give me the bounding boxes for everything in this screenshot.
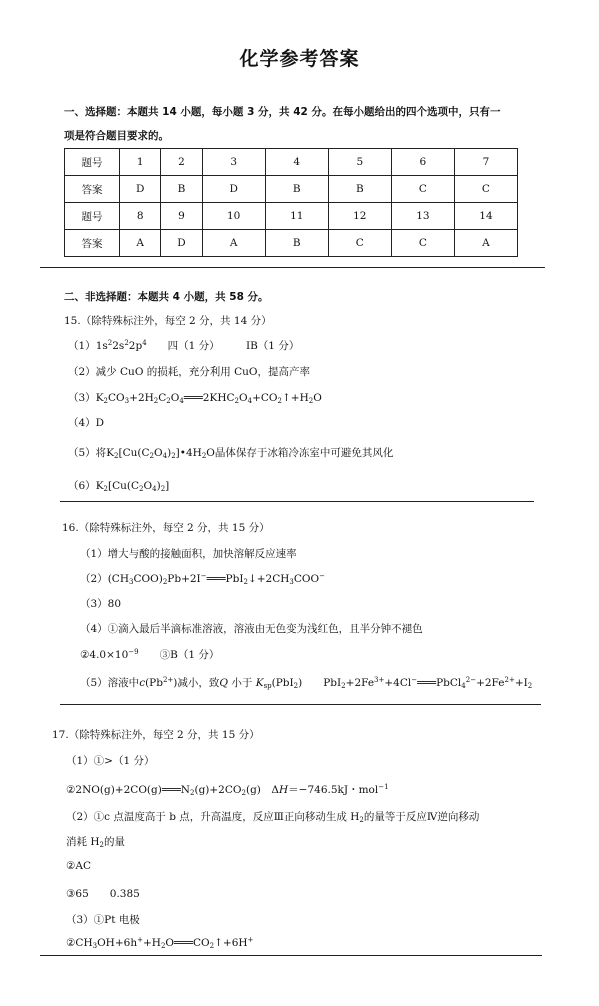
q17-line8: $②CH_3OH+6h^++H_2O═══CO_2↑+6H^+$ <box>66 936 254 950</box>
q17-line3: （2）①c 点温度高于 b 点，升高温度，反应Ⅲ正向移动生成 $H_2$的量等于反应Ⅳ逆向移动 <box>66 811 480 824</box>
divider-2 <box>60 501 534 502</box>
table-row-header: 答案 <box>65 230 120 257</box>
table-row <box>65 203 518 230</box>
table-cell: 14 <box>454 203 517 230</box>
table-cell: C <box>391 176 454 203</box>
table-cell: D <box>161 230 202 257</box>
q17-line6: ③65 0.385 <box>66 888 140 900</box>
table-row-header: 答案 <box>65 176 120 203</box>
q17-line2: $②2NO(g)+2CO(g)═══N_2(g)+2CO_2(g)$ ΔH＝−746.5kJ・mol$^{-1}$ <box>66 783 389 797</box>
table-cell: B <box>328 176 391 203</box>
table-cell: B <box>265 176 328 203</box>
q15-line3: $(3)K_2CO_3+2H_2C_2O_4═══2KHC_2O_4+CO_2↑+H_2O$ <box>68 392 322 405</box>
section1-heading-line2: 项是符合题目要求的。 <box>64 130 169 142</box>
table-cell: 3 <box>202 149 265 176</box>
table-row <box>65 149 518 176</box>
q15-line1: $(1)1s^22s^22p^4$ 四（1 分） ⅠB（1 分） <box>68 339 300 352</box>
q15-line4: （4）D <box>68 417 105 429</box>
table-row <box>65 230 518 257</box>
table-cell: 11 <box>265 203 328 230</box>
table-cell: A <box>120 230 161 257</box>
q15-line2: （2）减少 CuO 的损耗，充分利用 CuO，提高产率 <box>68 366 311 378</box>
divider-3 <box>60 704 541 705</box>
table-cell: 9 <box>161 203 202 230</box>
q15-line6: $(6)K_2[Cu(C_2O_4)_2]$ <box>68 480 170 493</box>
answer-table <box>64 148 518 257</box>
section2-heading: 二、非选择题：本题共 4 小题，共 58 分。 <box>64 291 269 303</box>
table-row-header: 题号 <box>65 203 120 230</box>
table-cell: D <box>202 176 265 203</box>
table-cell: 4 <box>265 149 328 176</box>
table-cell: 6 <box>391 149 454 176</box>
q17-line5: ②AC <box>66 860 92 872</box>
table-cell: 1 <box>120 149 161 176</box>
table-row <box>65 176 518 203</box>
table-row-header: 题号 <box>65 149 120 176</box>
table-cell: B <box>265 230 328 257</box>
q16-line3: （3）80 <box>80 598 122 610</box>
table-cell: 12 <box>328 203 391 230</box>
table-cell: C <box>328 230 391 257</box>
section1-heading-line1: 一、选择题：本题共 14 小题，每小题 3 分，共 42 分。在每小题给出的四个选项中，只有一 <box>64 106 501 118</box>
table-cell: 7 <box>454 149 517 176</box>
q16-line4: （4）①滴入最后半滴标准溶液，溶液由无色变为浅红色，且半分钟不褪色 <box>80 623 423 635</box>
q16-line6: （5）溶液中$c(Pb^{2+})$减小，致Q 小于 $K_{sp}(PbI_2)$ $PbI_2+2Fe^{3+}+4Cl^-═══PbCl_4^{2-}+2Fe^{2+}+I_2$ <box>80 676 533 690</box>
table-cell: 5 <box>328 149 391 176</box>
divider-1 <box>40 267 545 268</box>
table-cell: 10 <box>202 203 265 230</box>
table-cell: 13 <box>391 203 454 230</box>
table-cell: 2 <box>161 149 202 176</box>
table-cell: D <box>120 176 161 203</box>
q17-line7: （3）①Pt 电极 <box>66 914 140 926</box>
q17-line1: （1）①>（1 分） <box>66 755 155 767</box>
q17-line4: 消耗 $H_2$的量 <box>66 836 125 849</box>
table-cell: C <box>391 230 454 257</box>
q15-header: 15.（除特殊标注外，每空 2 分，共 14 分） <box>64 315 272 327</box>
page-title: 化学参考答案 <box>239 48 360 70</box>
table-cell: B <box>161 176 202 203</box>
q17-header: 17.（除特殊标注外，每空 2 分，共 15 分） <box>52 729 260 741</box>
table-cell: C <box>454 176 517 203</box>
table-cell: A <box>454 230 517 257</box>
table-cell: A <box>202 230 265 257</box>
q15-line5: （5）将$K_2[Cu(C_2O_4)_2]•4H_2O$晶体保存于冰箱冷冻室中可避免其风化 <box>68 447 394 460</box>
divider-4 <box>40 955 542 956</box>
table-cell: 8 <box>120 203 161 230</box>
q16-header: 16.（除特殊标注外，每空 2 分，共 15 分） <box>62 522 270 534</box>
q16-line2: $(2)(CH_3COO)_2Pb+2I^-═══PbI_2↓+2CH_3COO^-$ <box>80 572 326 586</box>
q16-line5: $②4.0\times 10^{-9}$ ③B（1 分） <box>80 648 220 661</box>
q16-line1: （1）增大与酸的接触面积，加快溶解反应速率 <box>80 548 297 560</box>
